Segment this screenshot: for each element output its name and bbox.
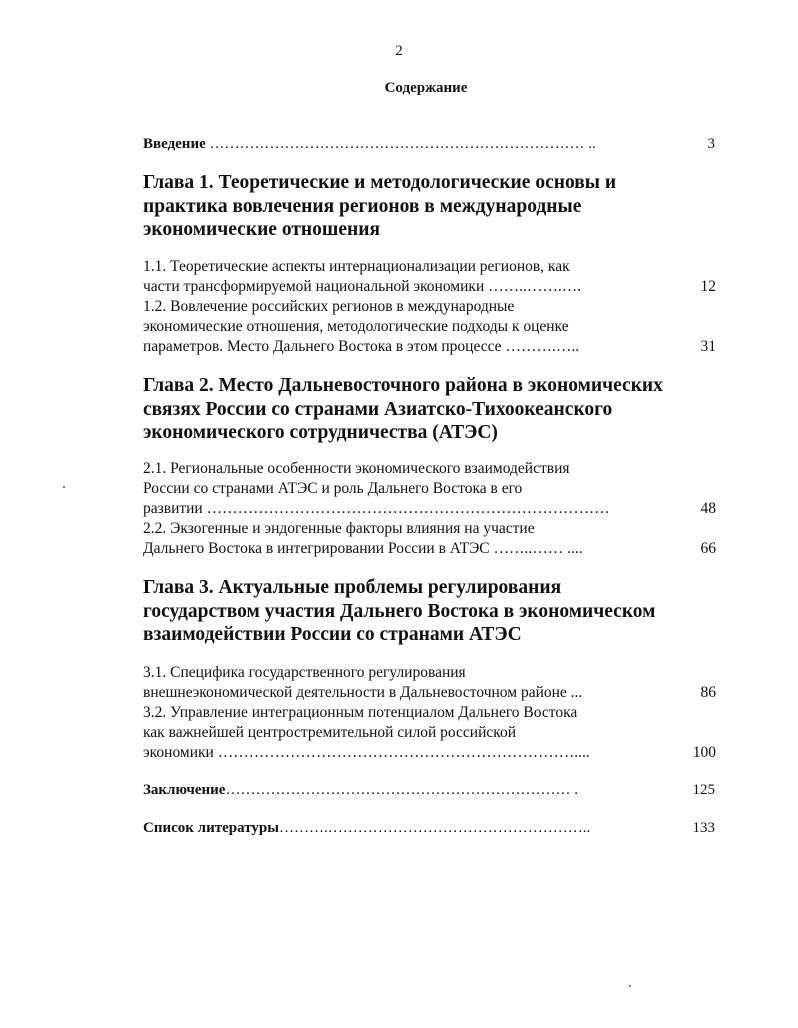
conclusion-leader: …………………………………………………………… .: [225, 782, 578, 798]
section-page: 86: [700, 684, 716, 701]
section-2-1[interactable]: [143, 499, 718, 519]
section-1-1[interactable]: [143, 277, 718, 297]
section-line: внешнеэкономической деятельности в Дальневосточном районе ...: [143, 684, 583, 701]
section-line: 3.2. Управление интеграционным потенциалом Дальнего Востока: [143, 704, 578, 721]
section-line: параметров. Место Дальнего Востока в этом процессе ……….…..: [143, 338, 580, 355]
section-line: Дальнего Востока в интегрировании России в АТЭС ……..…… ....: [143, 540, 583, 557]
chapter-3-heading[interactable]: [143, 576, 718, 647]
section-1-2[interactable]: [143, 337, 718, 357]
section-line: части трансформируемой национальной экономики ……..…….….: [143, 278, 582, 295]
section-line: как важнейшей центростремительной силой российской: [143, 724, 517, 741]
chapter-title-line: связях России со странами Азиатско-Тихоокеанского: [143, 398, 613, 420]
page-number: 2: [395, 43, 403, 59]
section-page: 48: [700, 500, 716, 517]
chapter-title-line: Глава 3. Актуальные проблемы регулирования: [143, 577, 562, 598]
scan-speck: [629, 985, 631, 987]
chapter-title-line: экономические отношения: [143, 219, 381, 240]
section-line: 1.2. Вовлечение российских регионов в международные: [143, 298, 515, 315]
introduction-title: Введение: [143, 136, 206, 152]
section-line: экономические отношения, методологические подходы к оценке: [143, 318, 569, 335]
introduction-leader: ………………………………………………………………… ..: [205, 136, 596, 152]
toc-entry-conclusion[interactable]: [143, 780, 715, 800]
section-page: 100: [692, 744, 716, 761]
section-page: 31: [700, 338, 716, 355]
chapter-title-line: Глава 1. Теоретические и методологические основы и: [143, 172, 617, 193]
toc-title: Содержание: [384, 80, 468, 96]
scan-speck: [63, 486, 65, 488]
references-title: Список литературы: [143, 820, 279, 836]
chapter-title-line: государством участия Дальнего Востока в экономическом: [143, 600, 656, 622]
references-leader: ……….……………………………………………..: [278, 820, 591, 836]
chapter-1-heading[interactable]: [143, 171, 718, 242]
toc-entry-introduction[interactable]: [143, 134, 715, 154]
chapter-title-line: взаимодействии России со странами АТЭС: [143, 624, 522, 645]
chapter-2-heading[interactable]: [143, 374, 718, 445]
introduction-page: 3: [707, 136, 715, 152]
section-2-2[interactable]: [143, 539, 718, 559]
conclusion-page: 125: [692, 782, 715, 798]
conclusion-title: Заключение: [143, 782, 226, 798]
section-page: 66: [700, 540, 716, 557]
section-line: 2.1. Региональные особенности экономического взаимодействия: [143, 460, 570, 477]
section-line: экономики ……………………………………………………………....: [143, 744, 590, 761]
section-line: 2.2. Экзогенные и эндогенные факторы влияния на участие: [143, 520, 535, 537]
section-3-1[interactable]: [143, 683, 718, 703]
section-line: 1.1. Теоретические аспекты интернационализации регионов, как: [143, 258, 570, 275]
section-line: 3.1. Специфика государственного регулирования: [143, 664, 466, 681]
section-line: развитии ……………………………………………………………………: [143, 500, 610, 517]
references-page: 133: [692, 820, 715, 836]
chapter-title-line: экономического сотрудничества (АТЭС): [143, 422, 498, 443]
section-3-2[interactable]: [143, 743, 718, 763]
chapter-title-line: Глава 2. Место Дальневосточного района в экономических: [143, 375, 663, 396]
toc-entry-references[interactable]: [143, 818, 715, 838]
section-line: России со странами АТЭС и роль Дальнего Востока в его: [143, 480, 523, 497]
chapter-title-line: практика вовлечения регионов в международные: [143, 195, 582, 217]
section-page: 12: [700, 278, 716, 295]
